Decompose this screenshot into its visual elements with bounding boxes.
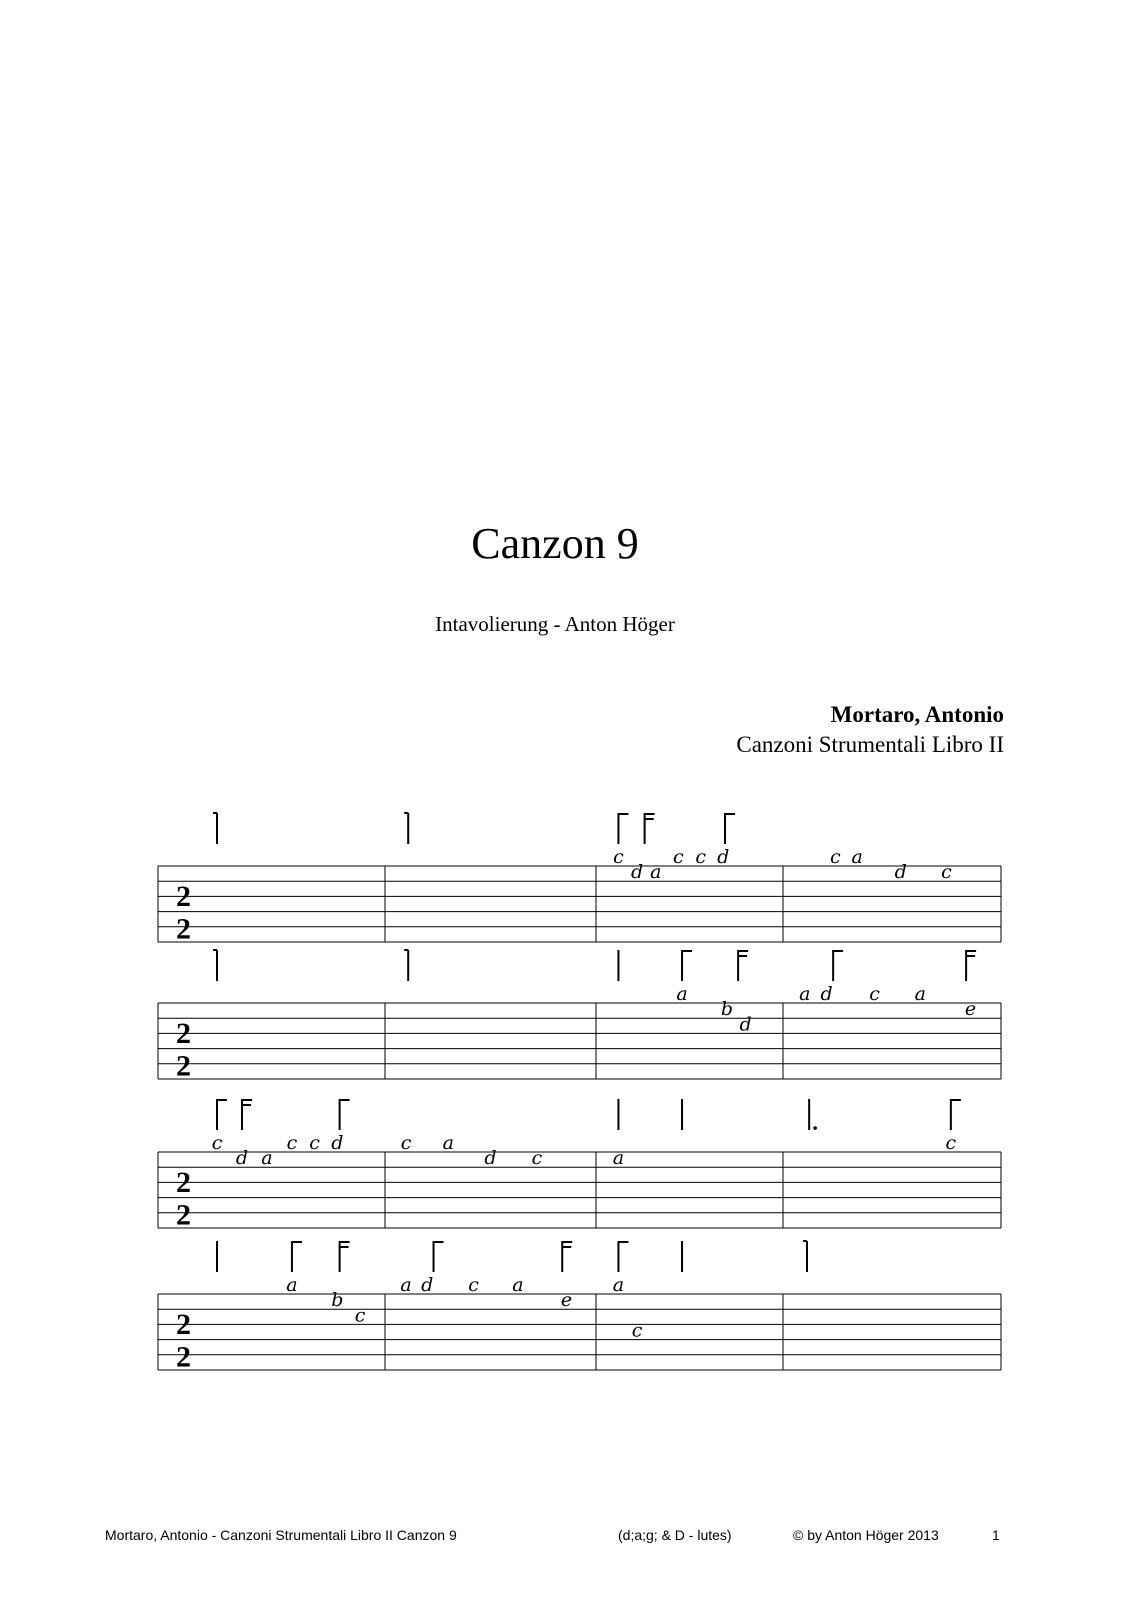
- tab-fret-letter: c: [631, 1319, 643, 1342]
- tab-fret-letter: c: [941, 861, 952, 884]
- tab-fret-letter: d: [631, 861, 644, 884]
- tab-fret-letter: a: [442, 1132, 454, 1154]
- tab-fret-letter: c: [945, 1132, 957, 1154]
- time-signature-top: 2: [176, 1166, 191, 1199]
- source-collection: Canzoni Strumentali Libro II: [736, 732, 1004, 757]
- arranger-line: Intavolierung - Anton Höger: [435, 612, 675, 636]
- tab-fret-letter: d: [894, 861, 907, 884]
- time-signature-bottom: 2: [176, 912, 191, 946]
- time-signature-bottom: 2: [176, 1049, 191, 1083]
- tab-fret-letter: a: [650, 861, 662, 884]
- tab-fret-letter: c: [468, 1274, 479, 1296]
- composer-name: Mortaro, Antonio: [830, 702, 1004, 727]
- tab-fret-letter: d: [484, 1147, 497, 1170]
- page-title: Canzon 9: [471, 519, 639, 568]
- tab-fret-letter: a: [851, 846, 863, 868]
- rhythm-dot: [813, 1126, 817, 1130]
- tab-fret-letter: a: [400, 1274, 412, 1296]
- tab-fret-letter: e: [560, 1289, 573, 1312]
- tab-fret-letter: d: [235, 1147, 249, 1170]
- footer-page-number: 1: [992, 1527, 1000, 1543]
- tab-fret-letter: c: [354, 1304, 366, 1327]
- tab-fret-letter: a: [512, 1274, 524, 1296]
- tab-fret-letter: c: [829, 846, 841, 868]
- tab-fret-letter: c: [531, 1147, 543, 1170]
- tab-fret-letter: d: [331, 1132, 344, 1154]
- tab-fret-letter: a: [612, 1147, 625, 1170]
- tab-fret-letter: a: [261, 1147, 273, 1170]
- time-signature-top: 2: [176, 1308, 191, 1341]
- tab-fret-letter: c: [695, 846, 707, 868]
- time-signature-top: 2: [176, 1017, 191, 1050]
- tab-fret-letter: c: [672, 846, 684, 868]
- tab-fret-letter: a: [676, 983, 688, 1005]
- tab-fret-letter: d: [421, 1274, 434, 1296]
- time-signature-top: 2: [176, 880, 191, 913]
- tab-fret-letter: c: [400, 1132, 412, 1154]
- tab-fret-letter: a: [612, 1274, 625, 1296]
- tab-fret-letter: c: [211, 1132, 223, 1154]
- time-signature-bottom: 2: [176, 1340, 191, 1374]
- tab-fret-letter: d: [820, 983, 833, 1005]
- tab-fret-letter: c: [309, 1132, 320, 1154]
- tab-fret-letter: b: [720, 998, 733, 1021]
- footer-title: Mortaro, Antonio - Canzoni Strumentali Libro II Canzon 9: [105, 1527, 457, 1543]
- time-signature-bottom: 2: [176, 1198, 191, 1232]
- tab-fret-letter: e: [964, 998, 977, 1021]
- footer-tuning: (d;a;g; & D - lutes): [618, 1527, 732, 1543]
- tab-fret-letter: d: [717, 846, 730, 868]
- tab-fret-letter: b: [331, 1289, 344, 1312]
- tab-fret-letter: c: [869, 983, 880, 1005]
- tab-fret-letter: a: [286, 1274, 298, 1296]
- tab-fret-letter: c: [286, 1132, 298, 1154]
- footer-copyright: © by Anton Höger 2013: [793, 1527, 939, 1543]
- tab-fret-letter: c: [613, 846, 624, 868]
- tab-fret-letter: d: [739, 1013, 752, 1036]
- tab-fret-letter: a: [914, 983, 927, 1005]
- tab-fret-letter: a: [799, 983, 811, 1005]
